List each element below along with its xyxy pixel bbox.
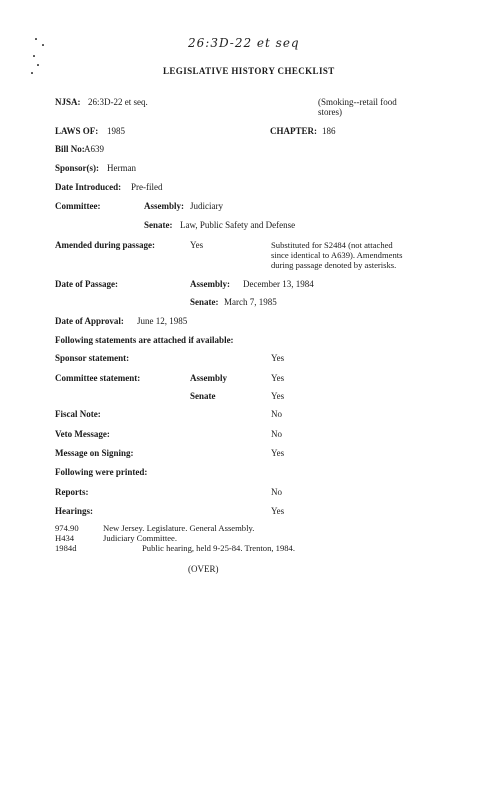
- chapter-label: CHAPTER:: [270, 126, 317, 136]
- printed-heading: Following were printed:: [55, 467, 148, 477]
- hearings-value: Yes: [271, 506, 285, 516]
- attached-heading: Following statements are attached if available:: [55, 335, 234, 345]
- handwritten-note: 26:3D-22 et seq: [188, 36, 300, 50]
- njsa-subject-line1: (Smoking--retail food: [318, 97, 397, 107]
- committee-assembly-label: Assembly:: [144, 201, 184, 211]
- message-on-signing-label: Message on Signing:: [55, 448, 134, 458]
- veto-message-label: Veto Message:: [55, 429, 110, 439]
- call-number-line1-code: 974.90: [55, 523, 79, 533]
- fiscal-note-value: No: [271, 409, 282, 419]
- call-number-line3-text: Public hearing, held 9-25-84. Trenton, 1984.: [142, 543, 296, 553]
- stray-mark: [31, 72, 33, 74]
- committee-statement-label: Committee statement:: [55, 373, 141, 383]
- amended-note-line1: Substituted for S2484 (not attached: [271, 240, 393, 250]
- reports-value: No: [271, 487, 282, 497]
- laws-of-label: LAWS OF:: [55, 126, 99, 136]
- passage-senate-label: Senate:: [190, 297, 219, 307]
- amended-value: Yes: [190, 240, 204, 250]
- njsa-value: 26:3D-22 et seq.: [88, 97, 148, 107]
- njsa-subject-line2: stores): [318, 107, 342, 117]
- date-of-approval-value: June 12, 1985: [137, 316, 188, 326]
- chapter-value: 186: [322, 126, 336, 136]
- committee-statement-assembly-value: Yes: [271, 373, 285, 383]
- amended-note-line3: during passage denoted by asterisks.: [271, 260, 397, 270]
- committee-senate-value: Law, Public Safety and Defense: [180, 220, 296, 230]
- fiscal-note-label: Fiscal Note:: [55, 409, 101, 419]
- veto-message-value: No: [271, 429, 282, 439]
- njsa-label: NJSA:: [55, 97, 81, 107]
- sponsors-label: Sponsor(s):: [55, 163, 100, 173]
- committee-statement-senate-value: Yes: [271, 391, 285, 401]
- reports-label: Reports:: [55, 487, 89, 497]
- call-number-line2-code: H434: [55, 533, 75, 543]
- message-on-signing-value: Yes: [271, 448, 285, 458]
- over-label: (OVER): [188, 564, 219, 574]
- laws-of-value: 1985: [107, 126, 125, 136]
- bill-no-label: Bill No:: [55, 144, 85, 154]
- date-introduced-value: Pre-filed: [131, 182, 163, 192]
- page-title: LEGISLATIVE HISTORY CHECKLIST: [163, 66, 335, 76]
- amended-label: Amended during passage:: [55, 240, 156, 250]
- passage-senate-value: March 7, 1985: [224, 297, 277, 307]
- sponsor-statement-label: Sponsor statement:: [55, 353, 130, 363]
- stray-mark: [35, 38, 37, 40]
- passage-assembly-value: December 13, 1984: [243, 279, 314, 289]
- stray-mark: [33, 55, 35, 57]
- committee-label: Committee:: [55, 201, 101, 211]
- call-number-line1-text: New Jersey. Legislature. General Assembly.: [103, 523, 255, 533]
- committee-senate-label: Senate:: [144, 220, 173, 230]
- bill-no-value: A639: [84, 144, 104, 154]
- call-number-line3-code: 1984d: [55, 543, 77, 553]
- hearings-label: Hearings:: [55, 506, 93, 516]
- stray-mark: [42, 44, 44, 46]
- stray-mark: [37, 64, 39, 66]
- amended-note-line2: since identical to A639). Amendments: [271, 250, 403, 260]
- passage-assembly-label: Assembly:: [190, 279, 230, 289]
- committee-statement-senate-label: Senate: [190, 391, 216, 401]
- committee-assembly-value: Judiciary: [190, 201, 223, 211]
- sponsor-statement-value: Yes: [271, 353, 285, 363]
- date-of-passage-label: Date of Passage:: [55, 279, 118, 289]
- call-number-line2-text: Judiciary Committee.: [103, 533, 177, 543]
- committee-statement-assembly-label: Assembly: [190, 373, 228, 383]
- date-introduced-label: Date Introduced:: [55, 182, 122, 192]
- date-of-approval-label: Date of Approval:: [55, 316, 124, 326]
- sponsors-value: Herman: [107, 163, 136, 173]
